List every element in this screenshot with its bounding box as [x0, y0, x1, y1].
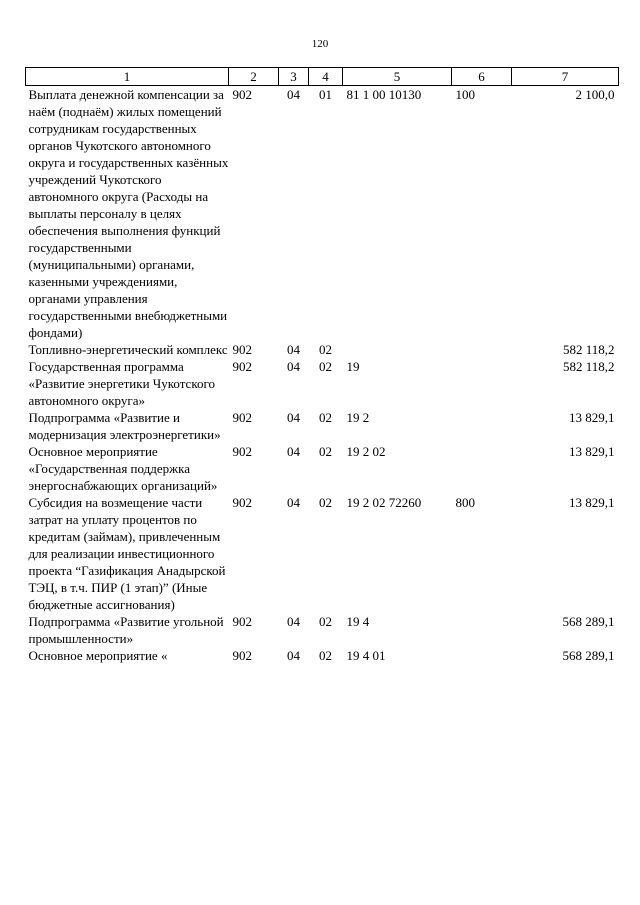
table-row	[26, 647, 619, 664]
ministry-code: 902	[232, 87, 252, 102]
subsection-code: 02	[319, 614, 332, 629]
row-name: Подпрограмма «Развитие и модернизация электроэнергетики»	[28, 410, 221, 442]
target-article: 19 2	[346, 410, 370, 425]
target-article: 19 2 02	[346, 444, 386, 459]
expense-type	[452, 409, 512, 443]
target-article: 19 4 01	[346, 648, 386, 663]
expense-type	[452, 358, 512, 409]
page-number: 120	[311, 38, 329, 50]
ministry-code: 902	[232, 614, 252, 629]
expense-type	[452, 647, 512, 664]
target-article: 19 4	[346, 614, 370, 629]
target-article: 19 2 02 72260	[346, 495, 422, 510]
amount: 13 829,1	[569, 444, 615, 459]
ministry-code: 902	[232, 444, 252, 459]
column-header: 2	[229, 68, 279, 86]
ministry-code: 902	[232, 495, 252, 510]
row-name: Субсидия на возмещение части затрат на уплату процентов по кредитам (займам), привлеченным для реализации инвестиционного проекта “Газификация Анадырской ТЭЦ, в т.ч. ПИР (1 этап)” (Иные бюджетные ассигнования)	[28, 495, 226, 612]
row-name: Государственная программа «Развитие энергетики Чукотского автономного округа»	[28, 359, 215, 408]
column-header: 5	[343, 68, 452, 86]
section-code: 04	[287, 495, 300, 510]
row-name: Подпрограмма «Развитие угольной промышленности»	[28, 614, 224, 646]
ministry-code: 902	[232, 410, 252, 425]
table-row	[26, 443, 619, 494]
row-name: Основное мероприятие «	[28, 648, 168, 663]
target-article	[343, 341, 452, 358]
section-code: 04	[287, 444, 300, 459]
expense-type	[452, 341, 512, 358]
subsection-code: 02	[319, 495, 332, 510]
header-row	[26, 68, 619, 86]
section-code: 04	[287, 410, 300, 425]
subsection-code: 02	[319, 342, 332, 357]
amount: 13 829,1	[569, 410, 615, 425]
target-article: 19	[346, 359, 360, 374]
section-code: 04	[287, 648, 300, 663]
section-code: 04	[287, 342, 300, 357]
expense-type	[452, 443, 512, 494]
amount: 568 289,1	[562, 614, 615, 629]
ministry-code: 902	[232, 648, 252, 663]
row-name: Основное мероприятие «Государственная поддержка энергоснабжающих организаций»	[28, 444, 218, 493]
column-header: 6	[452, 68, 512, 86]
column-header: 1	[26, 68, 229, 86]
table-row	[26, 358, 619, 409]
subsection-code: 02	[319, 444, 332, 459]
subsection-code: 02	[319, 359, 332, 374]
subsection-code: 01	[319, 87, 332, 102]
amount: 568 289,1	[562, 648, 615, 663]
expense-type	[452, 613, 512, 647]
amount: 582 118,2	[562, 359, 615, 374]
table-row	[26, 341, 619, 358]
table-row	[26, 494, 619, 613]
ministry-code: 902	[232, 359, 252, 374]
amount: 582 118,2	[562, 342, 615, 357]
expense-type: 100	[455, 87, 475, 102]
column-header: 4	[309, 68, 343, 86]
column-header: 3	[279, 68, 309, 86]
amount: 2 100,0	[575, 87, 615, 102]
table-row	[26, 409, 619, 443]
budget-table	[25, 67, 619, 664]
column-header: 7	[512, 68, 619, 86]
subsection-code: 02	[319, 410, 332, 425]
row-name: Топливно-энергетический комплекс	[28, 342, 228, 357]
subsection-code: 02	[319, 648, 332, 663]
ministry-code: 902	[232, 342, 252, 357]
table-row	[26, 86, 619, 342]
target-article: 81 1 00 10130	[346, 87, 422, 102]
row-name: Выплата денежной компенсации за наём (поднаём) жилых помещений сотрудникам государственных органов Чукотского автономного округа и государственных казённых учреждений Чукотского автономного округа (Расходы на выплаты персоналу в целях обеспечения выполнения функций государственными (муниципальными) органами, казенными учреждениями, органами управления государственными внебюджетными фондами)	[28, 87, 229, 340]
table-row	[26, 613, 619, 647]
section-code: 04	[287, 614, 300, 629]
amount: 13 829,1	[569, 495, 615, 510]
expense-type: 800	[455, 495, 475, 510]
section-code: 04	[287, 359, 300, 374]
section-code: 04	[287, 87, 300, 102]
